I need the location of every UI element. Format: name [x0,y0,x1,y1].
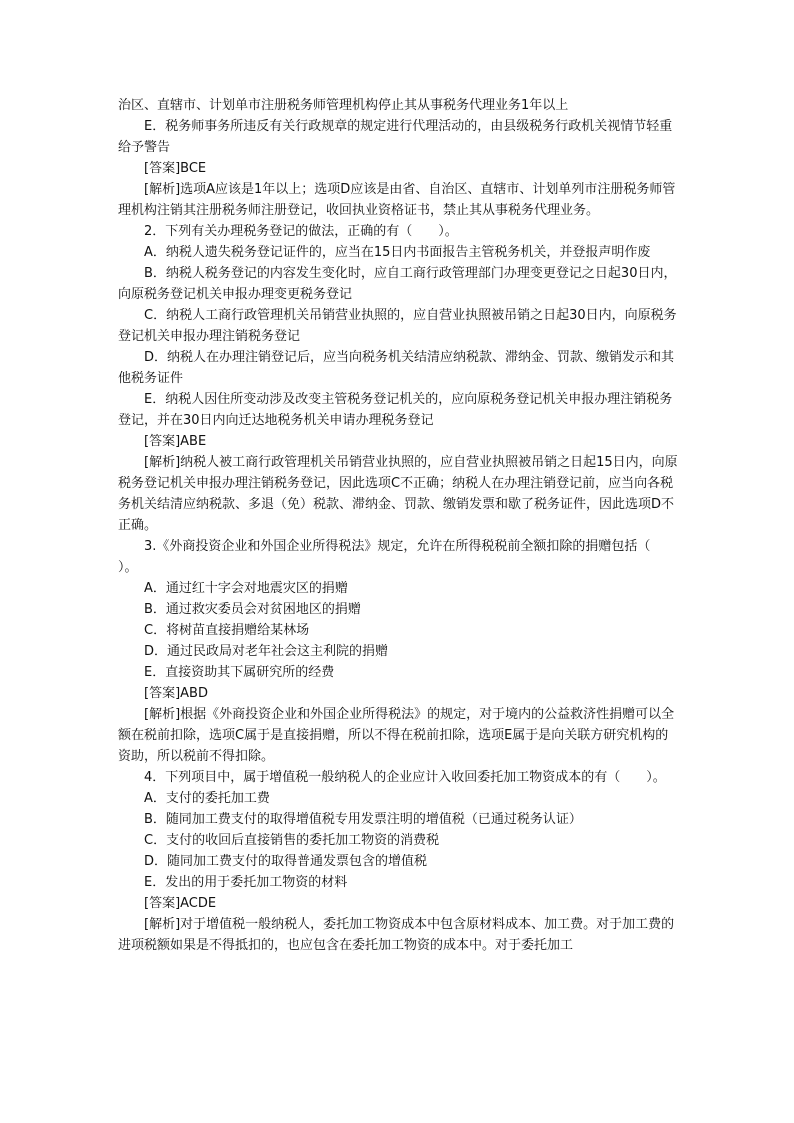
option-c: C．将树苗直接捐赠给某林场 [144,623,310,638]
document-page [118,95,678,956]
option-e: E．发出的用于委托加工物资的材料 [144,875,348,890]
question-4: 4．下列项目中，属于增值税一般纳税人的企业应计入收回委托加工物资成本的有（ ）。 [144,770,666,785]
option-b: B．通过救灾委员会对贫困地区的捐赠 [144,602,361,617]
option-d: D．纳税人在办理注销登记后，应当向税务机关结清应纳税款、滞纳金、罚款、缴销发示和其他税务证件 [118,350,675,386]
option-e-line: E．税务师事务所违反有关行政规章的规定进行代理活动的，由县级税务行政机关视情节轻重给予警告 [118,119,673,155]
answer-line: [答案]ACDE [144,896,217,911]
option-c: C．纳税人工商行政管理机关吊销营业执照的，应自营业执照被吊销之日起30日内，向原税务登记机关申报办理注销税务登记 [118,308,677,344]
option-e: E．直接资助其下属研究所的经费 [144,665,335,680]
option-a: A．支付的委托加工费 [144,791,270,806]
option-c: C．支付的收回后直接销售的委托加工物资的消费税 [144,833,440,848]
question-2: 2．下列有关办理税务登记的做法，正确的有（ ）。 [144,224,458,239]
answer-line: [答案]ABD [144,686,208,701]
analysis-line: [解析]根据《外商投资企业和外国企业所得税法》的规定，对于境内的公益救济性捐赠可以全额在税前扣除，选项C属于是直接捐赠，所以不得在税前扣除，选项E属于是向关联方研究机构的资助，所以税前不得扣除。 [118,707,675,764]
option-a: A．纳税人遗失税务登记证件的，应当在15日内书面报告主管税务机关，并登报声明作废 [144,245,651,260]
analysis-line: [解析]纳税人被工商行政管理机关吊销营业执照的，应自营业执照被吊销之日起15日内，向原税务登记机关申报办理注销税务登记，因此选项C不正确；纳税人在办理注销登记前，应当向各税务机关结清应纳税款、多退（免）税款、滞纳金、罚款、缴销发票和歇了税务证件，因此选项D不正确。 [118,455,678,533]
text-line: 治区、直辖市、计划单市注册税务师管理机构停止其从事税务代理业务1年以上 [118,98,569,113]
option-e: E．纳税人因住所变动涉及改变主管税务登记机关的，应向原税务登记机关申报办理注销税务登记，并在30日内向迁达地税务机关申请办理税务登记 [118,392,673,428]
answer-line: [答案]BCE [144,161,207,176]
option-d: D．通过民政局对老年社会这主利院的捐赠 [144,644,389,659]
option-a: A．通过红十字会对地震灾区的捐赠 [144,581,348,596]
option-b: B．随同加工费支付的取得增值税专用发票注明的增值税（已通过税务认证） [144,812,582,827]
option-b: B．纳税人税务登记的内容发生变化时，应自工商行政管理部门办理变更登记之日起30日内，向原税务登记机关申报办理变更税务登记 [118,266,677,302]
answer-line: [答案]ABE [144,434,207,449]
analysis-line: [解析]选项A应该是1年以上；选项D应该是由省、自治区、直辖市、计划单列市注册税务师管理机构注销其注册税务师注册登记，收回执业资格证书，禁止其从事税务代理业务。 [118,182,676,218]
option-d: D．随同加工费支付的取得普通发票包含的增值税 [144,854,428,869]
question-3: 3.《外商投资企业和外国企业所得税法》规定，允许在所得税税前全额扣除的捐赠包括（ ）。 [118,539,677,575]
analysis-line: [解析]对于增值税一般纳税人，委托加工物资成本中包含原材料成本、加工费。对于加工费的进项税额如果是不得抵扣的，也应包含在委托加工物资的成本中。对于委托加工 [118,917,675,953]
